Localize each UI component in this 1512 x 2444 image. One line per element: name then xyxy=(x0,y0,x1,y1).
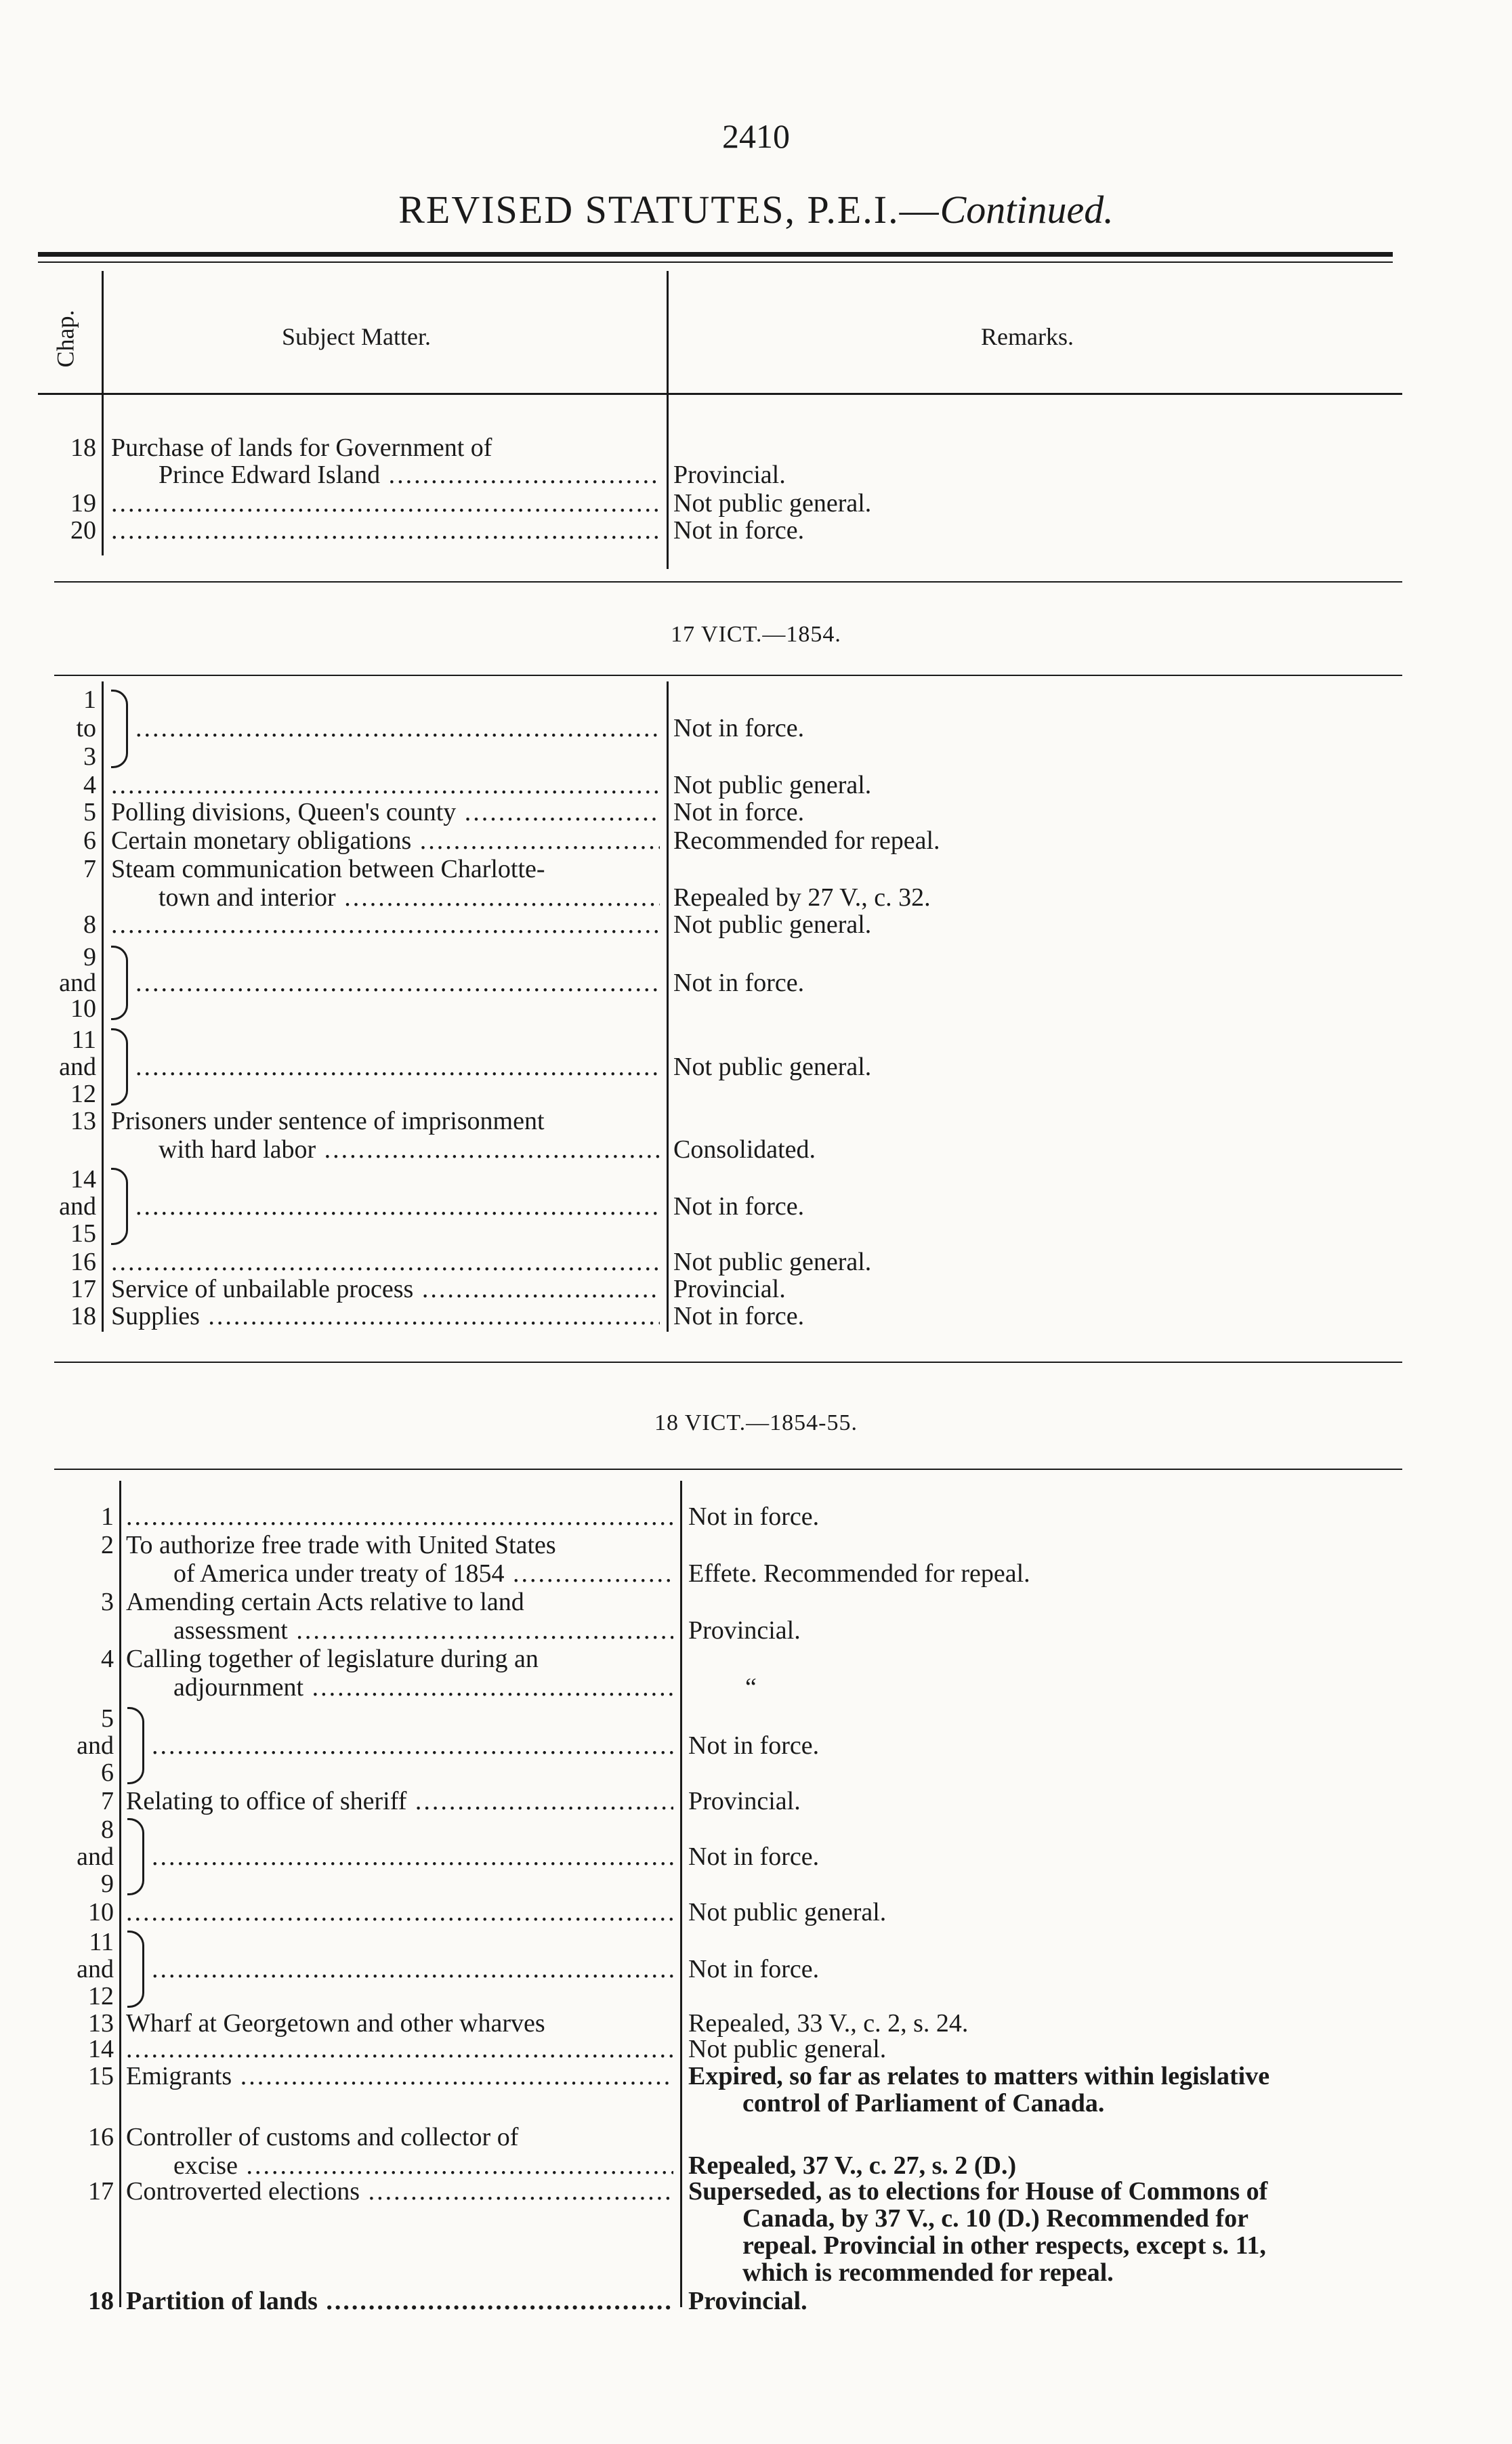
subject-dots xyxy=(126,1502,673,1531)
subject-dots xyxy=(111,771,660,799)
section-rule xyxy=(54,1469,1402,1470)
chap-number: 5 xyxy=(101,1704,114,1733)
chap-number: and xyxy=(59,969,96,997)
subject-dots xyxy=(135,1192,660,1221)
remark-text: Not in force. xyxy=(673,1192,805,1221)
section-heading-18-vict: 18 VICT.—1854-55. xyxy=(654,1410,858,1435)
chap-number: 13 xyxy=(88,2009,114,2038)
chap-number: 19 xyxy=(70,489,96,518)
chap-number: 18 xyxy=(88,2287,114,2315)
chap-number: 9 xyxy=(101,1870,114,1898)
remark-text: Not public general. xyxy=(688,2035,887,2063)
chap-number: and xyxy=(59,1192,96,1221)
subject-dots xyxy=(111,910,660,939)
chap-number: 10 xyxy=(70,994,96,1023)
chap-number: 15 xyxy=(70,1219,96,1248)
brace xyxy=(111,1168,128,1245)
subject-text: Controller of customs and collector of xyxy=(126,2123,519,2151)
chap-number: 20 xyxy=(70,516,96,545)
remark-text: Recommended for repeal. xyxy=(673,826,940,855)
section-rule xyxy=(54,1362,1402,1363)
subject-text: Controverted elections ..... xyxy=(126,2177,673,2206)
subject-dots xyxy=(152,1842,673,1871)
subject-text: assessment ..... xyxy=(126,1616,673,1645)
section-rule xyxy=(54,675,1402,676)
remark-text: Not in force. xyxy=(673,1302,805,1330)
title-main: REVISED STATUTES, P.E.I.— xyxy=(398,188,940,232)
remark-text: Not in force. xyxy=(673,516,805,545)
remark-text: Repealed, 37 V., c. 27, s. 2 (D.) xyxy=(688,2151,1017,2180)
subject-dots xyxy=(111,1248,660,1276)
subject-text: Steam communication between Charlotte- xyxy=(111,855,545,883)
chap-number: and xyxy=(77,1731,114,1760)
ditto-mark: “ xyxy=(745,1673,757,1702)
remark-text: Not public general. xyxy=(673,771,872,799)
col-rule-1 xyxy=(119,1481,121,2307)
chap-number: 15 xyxy=(88,2062,114,2090)
subject-header: Subject Matter. xyxy=(282,323,431,350)
remark-text: Provincial. xyxy=(688,2287,807,2315)
chap-number: 6 xyxy=(83,826,96,855)
chap-number: 18 xyxy=(70,1302,96,1330)
remark-text: Repealed, 33 V., c. 2, s. 24. xyxy=(688,2009,969,2038)
subject-text: of America under treaty of 1854 ..... xyxy=(126,1559,673,1588)
subject-dots xyxy=(152,1731,673,1760)
remark-text: Not in force. xyxy=(688,1502,820,1531)
brace xyxy=(127,1707,144,1784)
chap-number: 1 xyxy=(83,686,96,714)
remark-text: Not in force. xyxy=(673,798,805,826)
remark-text: Not public general. xyxy=(673,1248,872,1276)
chap-number: 14 xyxy=(70,1165,96,1194)
col-rule-2 xyxy=(667,681,669,1332)
page-number: 2410 xyxy=(722,117,790,155)
chap-number: 7 xyxy=(83,855,96,883)
chap-number: 1 xyxy=(101,1502,114,1531)
subject-text: Certain monetary obligations ..... xyxy=(111,826,660,855)
subject-text: adjournment ..... xyxy=(126,1673,673,1702)
page-title xyxy=(0,187,1512,232)
chap-number: and xyxy=(77,1955,114,1983)
chap-number: and xyxy=(77,1842,114,1871)
chap-number: 3 xyxy=(83,742,96,771)
subject-text: Calling together of legislature during an xyxy=(126,1645,539,1673)
subject-text: Polling divisions, Queen's county ..... xyxy=(111,798,660,826)
remark-text: Not in force. xyxy=(688,1731,820,1760)
brace xyxy=(111,690,128,768)
chap-number: 7 xyxy=(101,1787,114,1815)
chap-number: 4 xyxy=(83,771,96,799)
chap-number: 5 xyxy=(83,798,96,826)
subject-text: Purchase of lands for Government of xyxy=(111,434,492,462)
chap-number: 8 xyxy=(101,1815,114,1844)
chap-number: 17 xyxy=(70,1275,96,1303)
brace xyxy=(127,1931,144,2008)
remark-text: Not public general. xyxy=(673,489,872,518)
remark-text: Canada, by 37 V., c. 10 (D.) Recommended for xyxy=(742,2204,1248,2233)
subject-text: Wharf at Georgetown and other wharves xyxy=(126,2009,545,2038)
chap-number: 12 xyxy=(88,1982,114,2010)
chap-number: 8 xyxy=(83,910,96,939)
remark-text: Consolidated. xyxy=(673,1135,816,1164)
remark-text: control of Parliament of Canada. xyxy=(742,2089,1105,2118)
chap-number: 16 xyxy=(88,2123,114,2151)
subject-text: with hard labor ..... xyxy=(111,1135,660,1164)
subject-text: Supplies ..... xyxy=(111,1302,660,1330)
remark-text: which is recommended for repeal. xyxy=(742,2258,1114,2287)
brace xyxy=(111,946,128,1020)
chap-number: to xyxy=(76,714,96,742)
section-heading-17-vict: 17 VICT.—1854. xyxy=(671,622,841,647)
chap-number: 9 xyxy=(83,943,96,971)
subject-dots xyxy=(126,1898,673,1926)
chap-number: 16 xyxy=(70,1248,96,1276)
subject-dots xyxy=(135,714,660,742)
chap-number: 13 xyxy=(70,1107,96,1135)
remark-text: Repealed by 27 V., c. 32. xyxy=(673,883,931,912)
subject-text: To authorize free trade with United States xyxy=(126,1531,556,1559)
chap-number: 14 xyxy=(88,2035,114,2063)
remark-text: Effete. Recommended for repeal. xyxy=(688,1559,1030,1588)
subject-text: Service of unbailable process ..... xyxy=(111,1275,660,1303)
remark-text: Not in force. xyxy=(688,1955,820,1983)
title-continued: Continued. xyxy=(940,188,1114,232)
subject-dots xyxy=(135,969,660,997)
chap-number: 10 xyxy=(88,1898,114,1926)
col-rule-1 xyxy=(102,271,104,555)
col-rule-1 xyxy=(102,681,104,1332)
chap-number: 11 xyxy=(89,1928,114,1956)
subject-text: Emigrants ..... xyxy=(126,2062,673,2090)
subject-text: Prisoners under sentence of imprisonment xyxy=(111,1107,545,1135)
chap-number: 11 xyxy=(71,1026,96,1054)
remark-text: Not in force. xyxy=(673,969,805,997)
chap-number: 12 xyxy=(70,1080,96,1108)
chap-number: 2 xyxy=(101,1531,114,1559)
chap-number: 18 xyxy=(70,434,96,462)
brace xyxy=(127,1818,144,1895)
header-bottom-rule xyxy=(38,393,1402,395)
remark-text: repeal. Provincial in other respects, except s. 11, xyxy=(742,2231,1266,2260)
remark-text: Provincial. xyxy=(673,1275,786,1303)
remark-text: Not public general. xyxy=(673,1053,872,1081)
subject-text: Partition of lands ..... xyxy=(126,2287,673,2315)
chap-number: 17 xyxy=(88,2177,114,2206)
brace xyxy=(111,1028,128,1105)
title-rule-thick xyxy=(38,252,1393,257)
subject-dots xyxy=(152,1955,673,1983)
remark-text: Expired, so far as relates to matters within legislative xyxy=(688,2062,1270,2090)
remark-text: Not public general. xyxy=(673,910,872,939)
chap-header: Chap. xyxy=(51,310,79,368)
chap-number: 4 xyxy=(101,1645,114,1673)
remark-text: Superseded, as to elections for House of Commons of xyxy=(688,2177,1268,2206)
subject-dots xyxy=(126,2035,673,2063)
subject-dots xyxy=(111,516,660,545)
title-rule-thin xyxy=(38,261,1393,263)
remark-text: Provincial. xyxy=(688,1787,801,1815)
subject-text: Relating to office of sheriff ..... xyxy=(126,1787,673,1815)
section-rule xyxy=(54,581,1402,583)
chap-number: and xyxy=(59,1053,96,1081)
remark-text: Provincial. xyxy=(673,461,786,489)
subject-dots xyxy=(135,1053,660,1081)
subject-text: excise ..... xyxy=(126,2151,673,2180)
subject-text: Prince Edward Island ..... xyxy=(111,461,660,489)
subject-text: Amending certain Acts relative to land xyxy=(126,1588,524,1616)
chap-number: 6 xyxy=(101,1758,114,1787)
col-rule-2 xyxy=(667,271,669,569)
remark-text: Not public general. xyxy=(688,1898,887,1926)
subject-text: town and interior ..... xyxy=(111,883,660,912)
remark-text: Not in force. xyxy=(673,714,805,742)
remarks-header: Remarks. xyxy=(981,323,1074,350)
remark-text: Not in force. xyxy=(688,1842,820,1871)
subject-dots xyxy=(111,489,660,518)
chap-number: 3 xyxy=(101,1588,114,1616)
remark-text: Provincial. xyxy=(688,1616,801,1645)
